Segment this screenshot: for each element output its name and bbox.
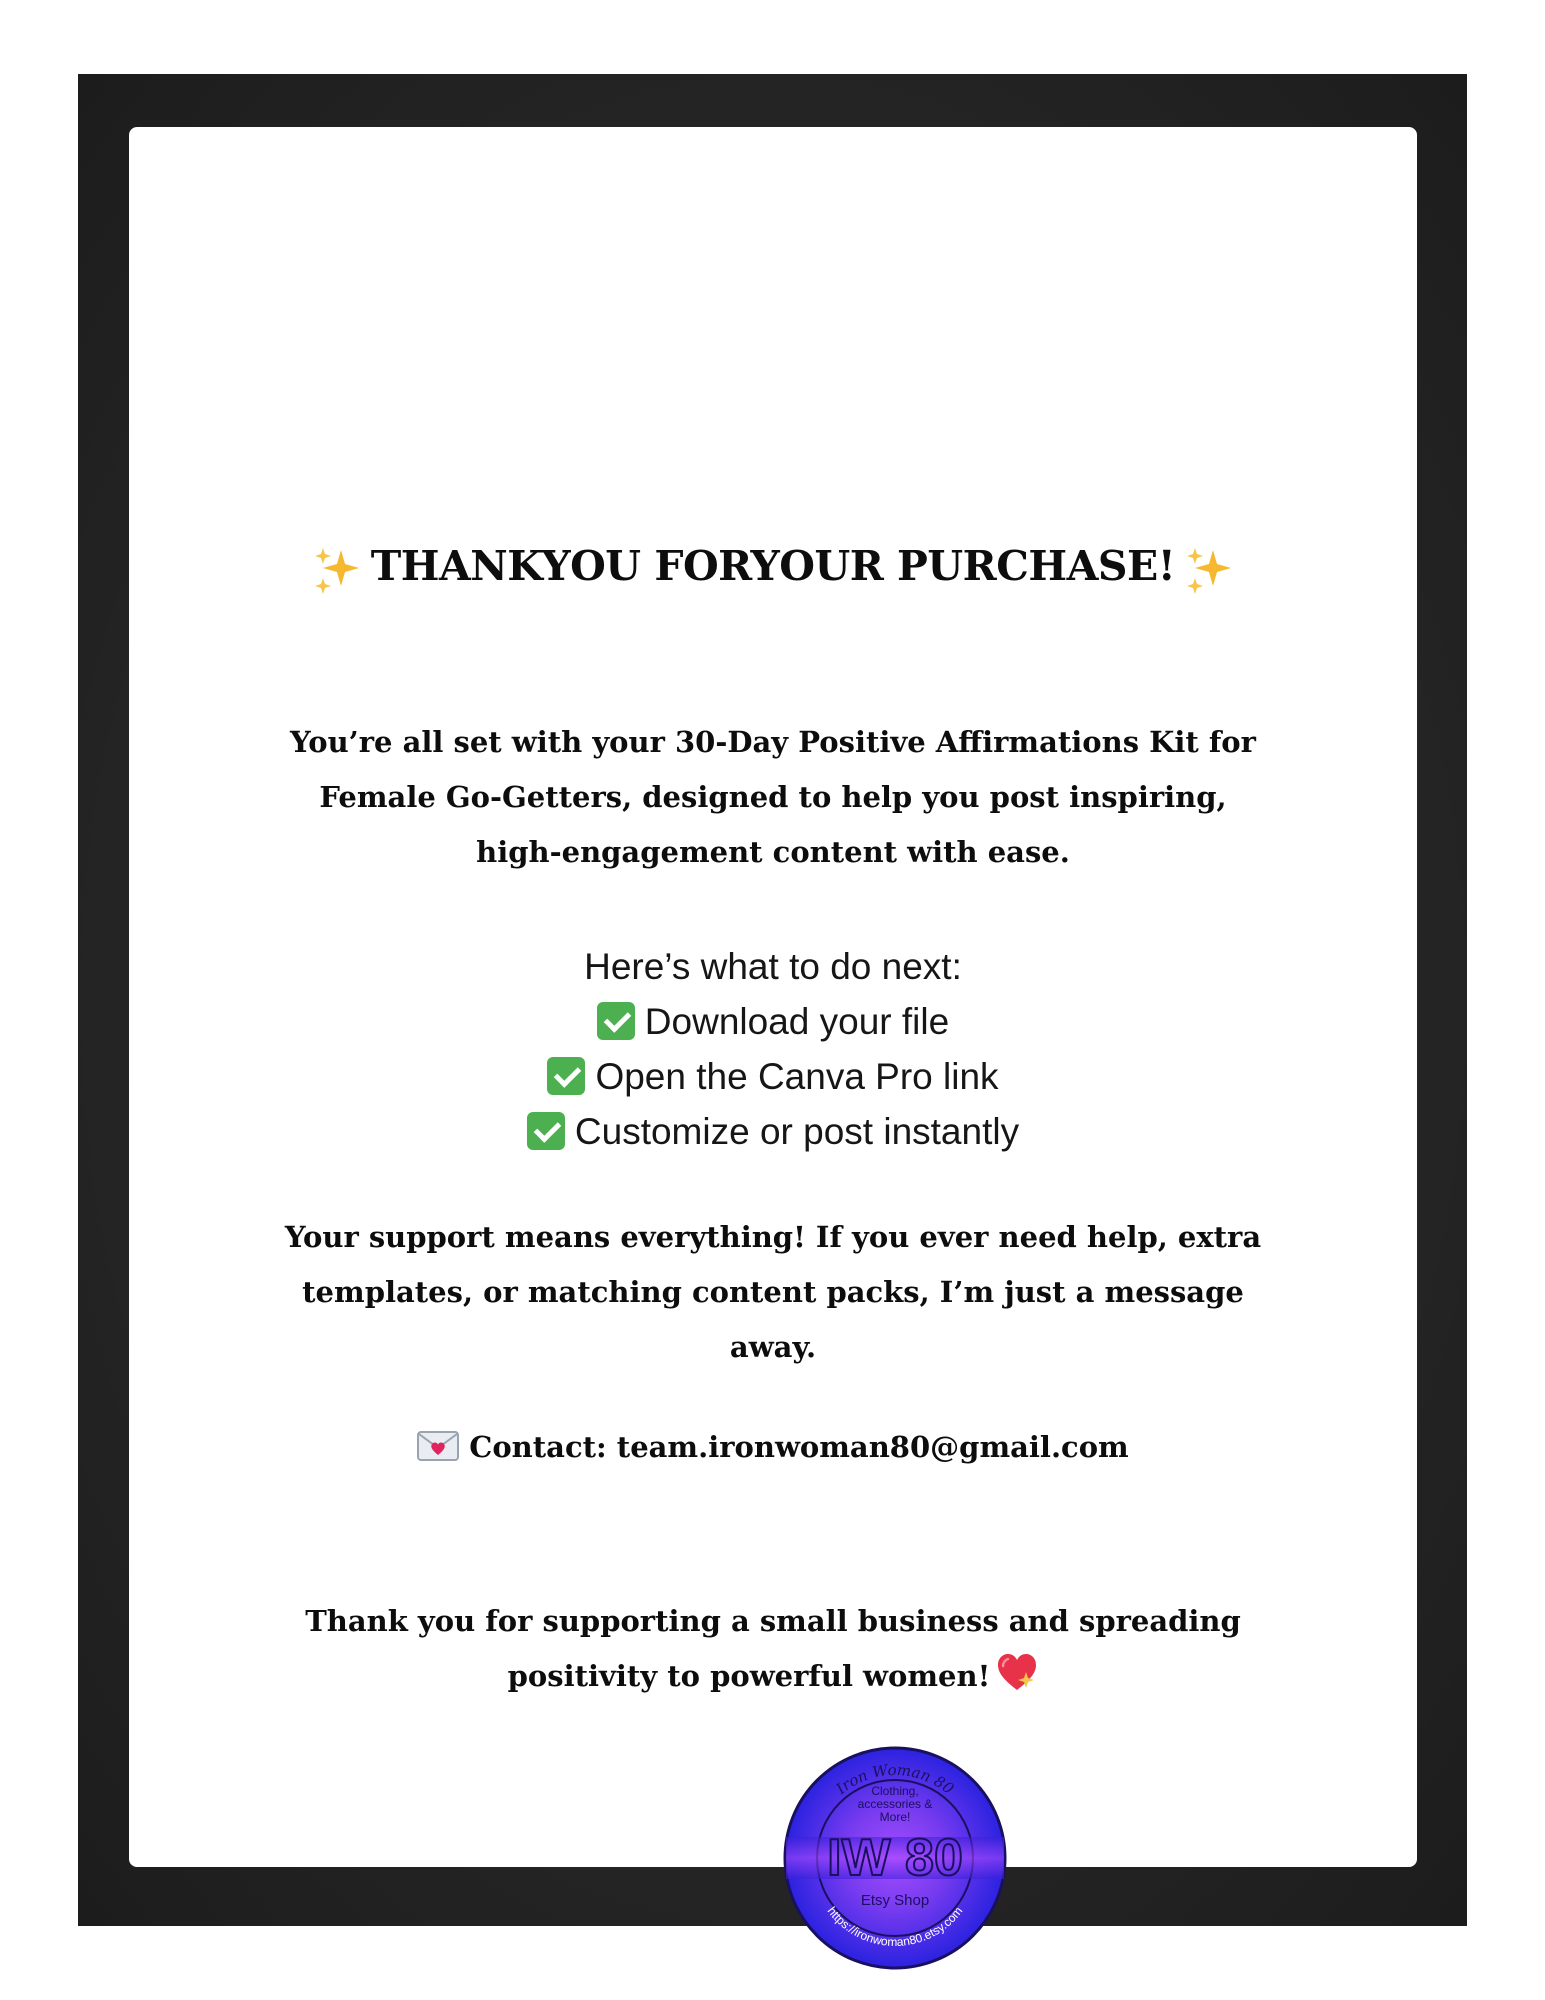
sparkles-icon bbox=[1183, 544, 1235, 596]
support-paragraph: Your support means everything! If you ever need help, extra templates, or matching content packs, I’m just a message away. bbox=[284, 1220, 1262, 1364]
closing-paragraph bbox=[279, 1594, 1267, 1704]
sparkling-heart-icon bbox=[996, 1652, 1038, 1692]
logo-monogram: IW 80 bbox=[827, 1829, 963, 1887]
step-label: Customize or post instantly bbox=[574, 1111, 1020, 1152]
logo-url: https://ironwoman80.etsy.com bbox=[824, 1903, 966, 1950]
next-steps-title: Here’s what to do next: bbox=[584, 946, 962, 987]
step-label: Download your file bbox=[644, 1001, 950, 1042]
page-title bbox=[129, 542, 1417, 596]
list-item bbox=[129, 1104, 1417, 1159]
page-title-text: THANKYOU FORYOUR PURCHASE! bbox=[370, 542, 1176, 590]
next-steps-list bbox=[129, 939, 1417, 1159]
checkmark-box-icon bbox=[527, 1112, 565, 1150]
list-item bbox=[129, 994, 1417, 1049]
brand-logo bbox=[782, 1745, 1008, 1971]
logo-tagline-3: More! bbox=[879, 1810, 911, 1824]
closing-text: Thank you for supporting a small business and spreading positivity to powerful women! bbox=[305, 1604, 1241, 1693]
sparkles-icon bbox=[311, 544, 363, 596]
document-page bbox=[129, 127, 1417, 1950]
love-letter-icon bbox=[417, 1431, 459, 1461]
logo-tagline-1: Clothing, bbox=[871, 1784, 919, 1798]
step-label: Open the Canva Pro link bbox=[595, 1056, 999, 1097]
logo-shop-label: Etsy Shop bbox=[860, 1892, 930, 1909]
logo-tagline-2: accessories & bbox=[857, 1797, 933, 1811]
intro-paragraph: You’re all set with your 30-Day Positive Affirmations Kit for Female Go-Getters, designed to help you post inspiring, high-engagement content with ease. bbox=[290, 725, 1256, 869]
checkmark-box-icon bbox=[597, 1002, 635, 1040]
checkmark-box-icon bbox=[547, 1057, 585, 1095]
logo-script-title: Iron Woman 80 bbox=[832, 1760, 958, 1798]
list-item bbox=[129, 1049, 1417, 1104]
contact-text[interactable]: Contact: team.ironwoman80@gmail.com bbox=[469, 1430, 1129, 1464]
contact-line bbox=[129, 1430, 1417, 1464]
